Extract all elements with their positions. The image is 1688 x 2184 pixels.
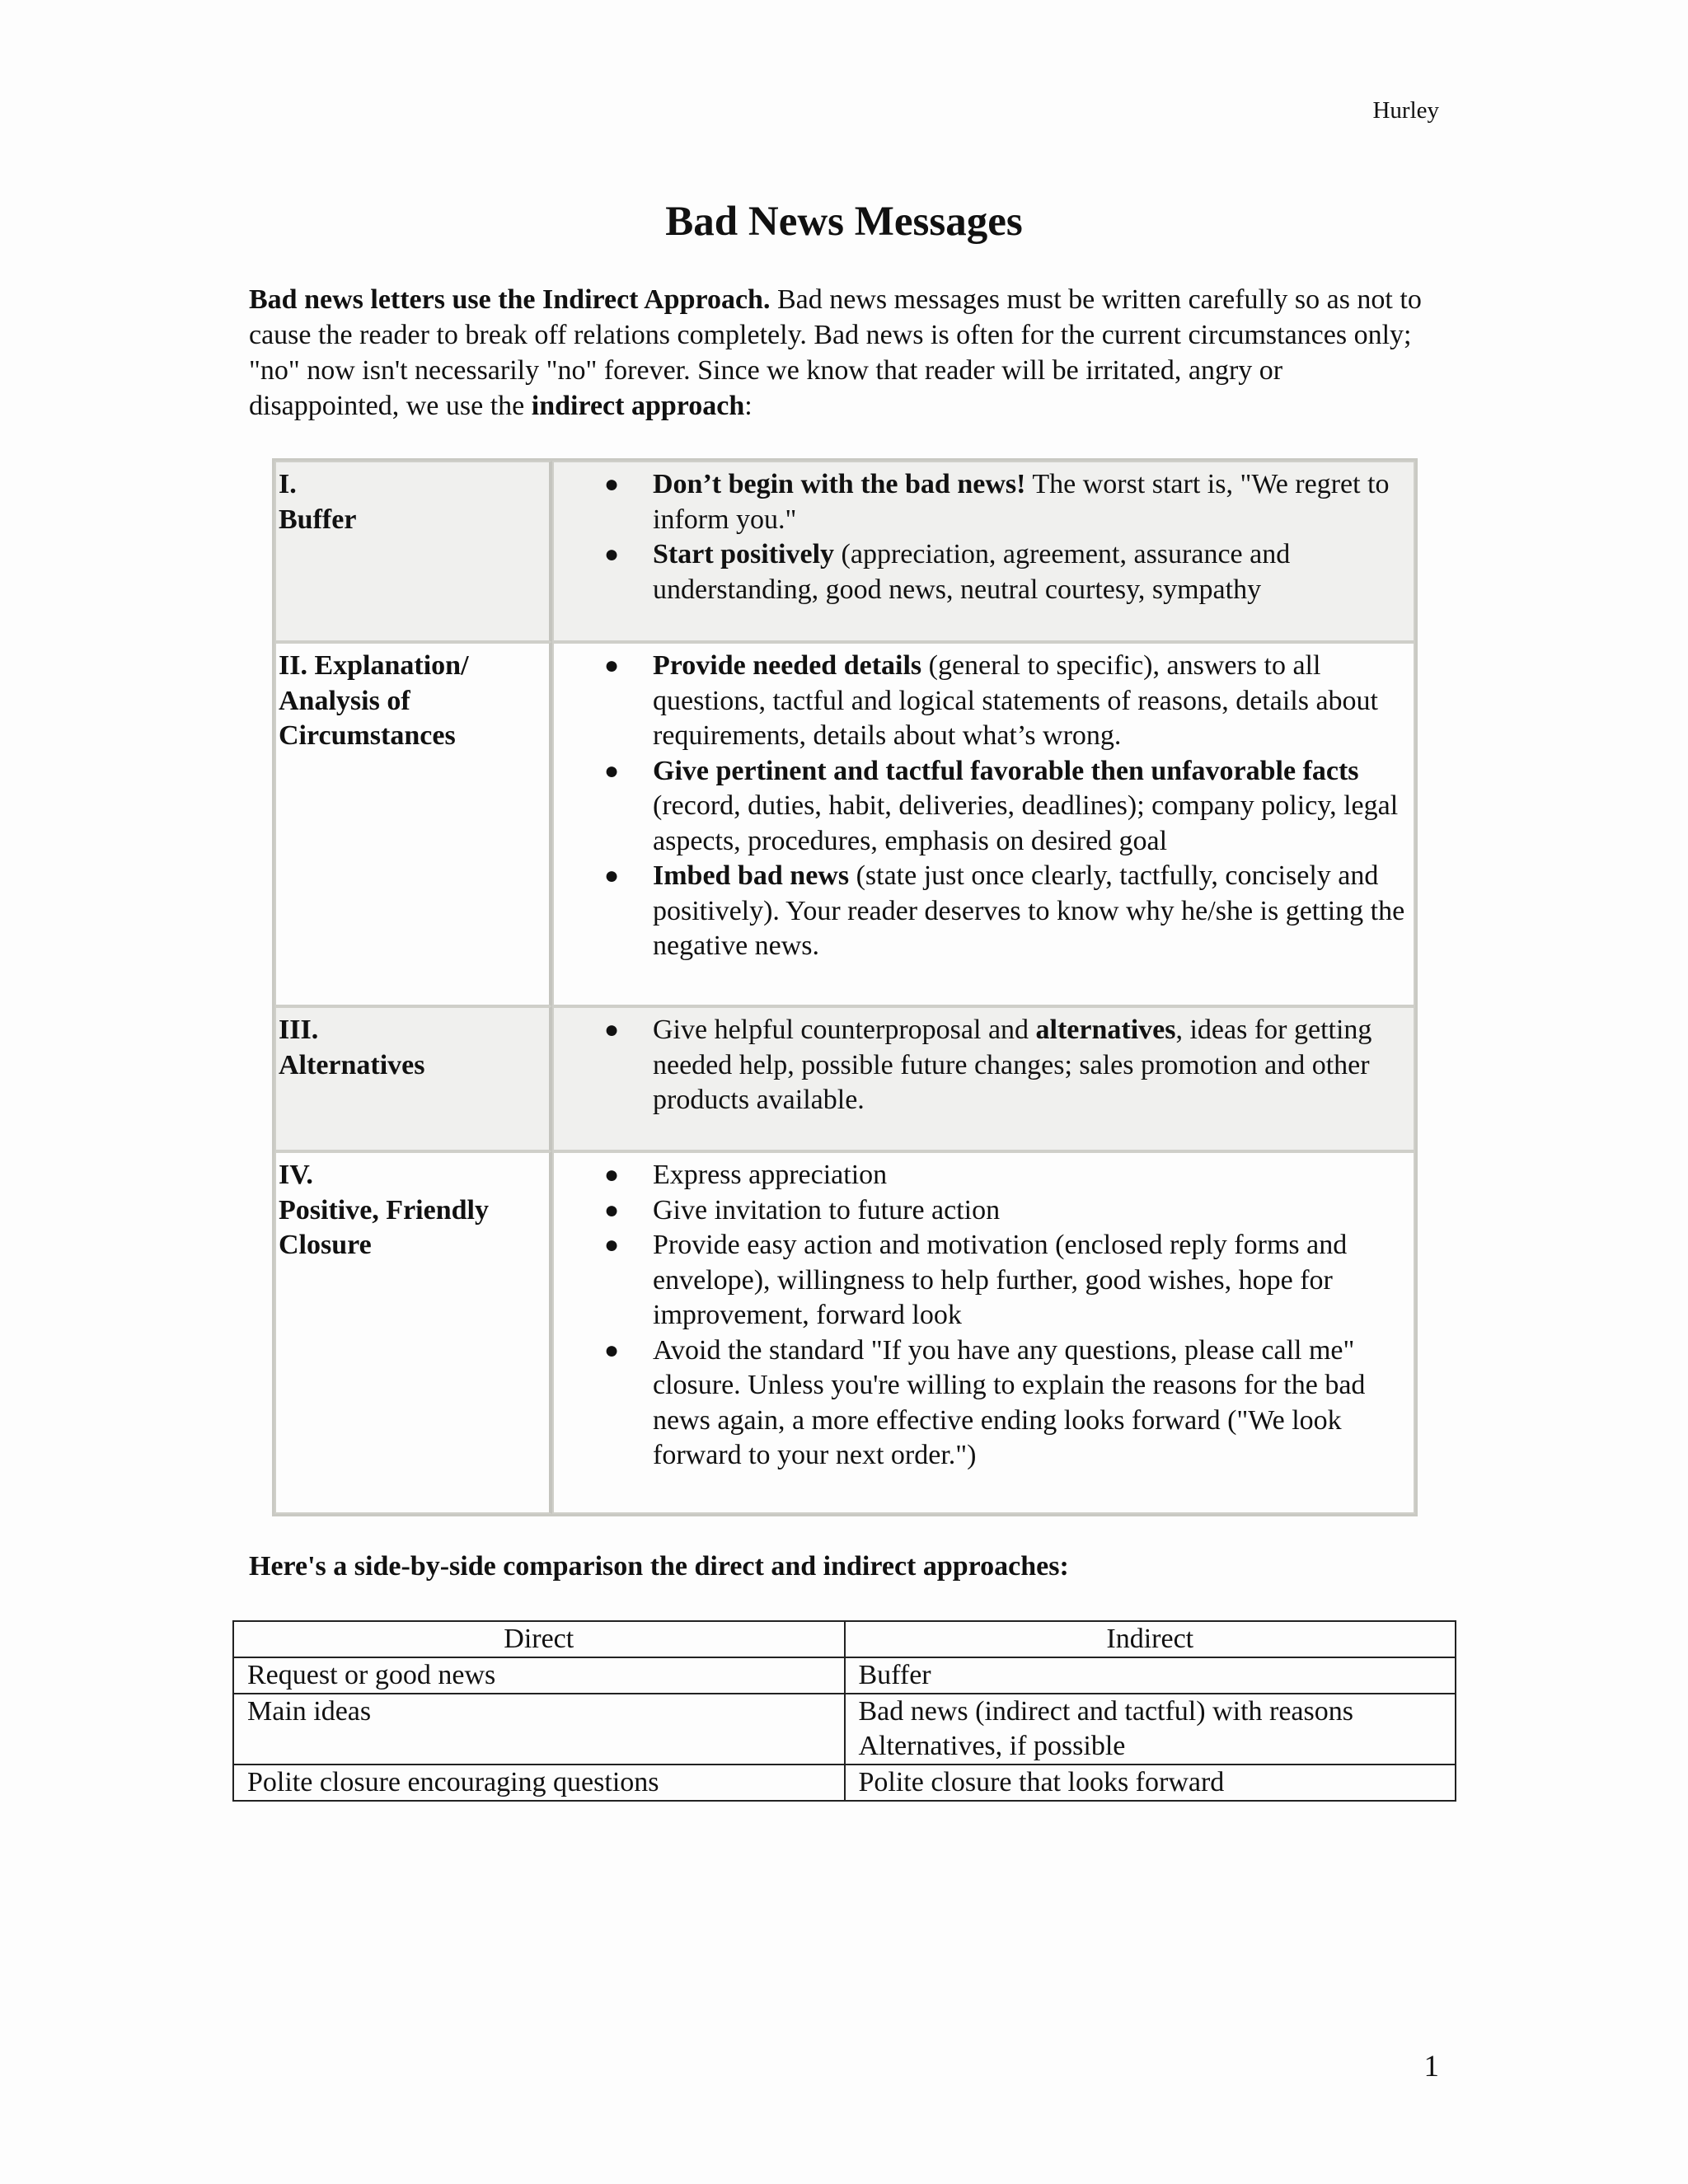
list-item <box>556 1013 1412 1118</box>
cell-line: Alternatives, if possible <box>858 1731 1126 1761</box>
table-row <box>233 1694 1456 1765</box>
step-row-buffer <box>274 461 1415 642</box>
step-numeral: I. <box>279 469 297 499</box>
bullet-bold: Provide needed details <box>653 650 922 681</box>
bullet-bold: Give pertinent and tactful favorable then unfavorable facts <box>653 755 1359 786</box>
bullet-dot-icon: ● <box>604 862 620 889</box>
step-content-cell <box>552 1006 1415 1151</box>
step-label: Positive, Friendly Closure <box>279 1194 489 1260</box>
step-content-cell <box>552 1151 1415 1514</box>
step-label-cell <box>274 461 552 642</box>
bullet-dot-icon: ● <box>604 1231 620 1258</box>
step-label: Buffer <box>279 504 357 535</box>
intro-approach: indirect approach <box>531 391 745 421</box>
step-label-cell <box>274 642 552 1006</box>
intro-end: : <box>744 391 753 421</box>
bullet-bold: Imbed bad news <box>653 860 850 891</box>
bullet-text: Provide easy action and motivation (enclosed reply forms and envelope), willingness to help further, good wishes, hope for improvement, forward look <box>653 1230 1348 1330</box>
step-label-cell <box>274 1006 552 1151</box>
bullet-text: Avoid the standard "If you have any questions, please call me" closure. Unless you're willing to explain the reasons for the bad news again, a more effective ending looks forward ("We look forward to your next order.") <box>653 1334 1366 1470</box>
intro-lead: Bad news letters use the Indirect Approach. <box>249 284 771 315</box>
bullet-text: Give invitation to future action <box>653 1194 1001 1226</box>
list-item <box>556 1193 1412 1229</box>
step-label: Alternatives <box>279 1049 425 1080</box>
bullet-text: Give helpful counterproposal and <box>653 1015 1036 1045</box>
table-cell: Request or good news <box>233 1657 845 1694</box>
column-header-direct: Direct <box>233 1621 845 1657</box>
intro-text: Bad news messages must be written carefully so as not to cause the reader to break off relations completely. Bad news is often for the current circumstances only; "no" now isn't necessarily "no" forever. Since we know that reader will be irritated, angry or disappointed, we use the <box>249 284 1422 421</box>
list-item <box>556 467 1412 537</box>
step-numeral: III. <box>279 1015 319 1045</box>
bullet-bold: Start positively <box>653 539 835 569</box>
table-header-row <box>233 1621 1456 1657</box>
bullet-dot-icon: ● <box>604 541 620 568</box>
bullet-text: (general to specific), answers to all questions, tactful and logical statements of reasons, details about requirements, details about what’s wrong. <box>653 650 1378 751</box>
bullet-text: (appreciation, agreement, assurance and understanding, good news, neutral courtesy, sympathy <box>653 539 1291 605</box>
step-numeral: IV. <box>279 1160 313 1190</box>
list-item <box>556 1333 1412 1474</box>
table-cell <box>845 1694 1456 1765</box>
bullet-text: (state just once clearly, tactfully, concisely and positively). Your reader deserves to know why he/she is getting the negative news. <box>653 860 1405 961</box>
list-item <box>556 649 1412 754</box>
table-row <box>233 1765 1456 1801</box>
comparison-heading: Here's a side-by-side comparison the direct and indirect approaches: <box>249 1551 1069 1582</box>
bullet-text: (record, duties, habit, deliveries, deadlines); company policy, legal aspects, procedures, emphasis on desired goal <box>653 790 1399 856</box>
list-item <box>556 859 1412 964</box>
bullet-dot-icon: ● <box>604 471 620 498</box>
cell-line: Bad news (indirect and tactful) with reasons <box>858 1696 1353 1727</box>
bullet-bold: alternatives <box>1035 1015 1176 1045</box>
list-item <box>556 537 1412 607</box>
bullet-text: The worst start is, "We regret to inform you." <box>653 469 1390 535</box>
step-content-cell <box>552 642 1415 1006</box>
step-row-alternatives <box>274 1006 1415 1151</box>
table-cell: Polite closure encouraging questions <box>233 1765 845 1801</box>
bullet-dot-icon: ● <box>604 1016 620 1043</box>
bullet-text: Express appreciation <box>653 1160 888 1190</box>
step-label: Analysis of Circumstances <box>279 685 456 751</box>
list-item <box>556 1158 1412 1193</box>
list-item <box>556 1228 1412 1333</box>
step-row-closure <box>274 1151 1415 1514</box>
bullet-dot-icon: ● <box>604 1161 620 1188</box>
table-cell: Main ideas <box>233 1694 845 1765</box>
table-cell: Polite closure that looks forward <box>845 1765 1456 1801</box>
bullet-dot-icon: ● <box>604 757 620 785</box>
page-title: Bad News Messages <box>665 199 1023 245</box>
step-label-cell <box>274 1151 552 1514</box>
bullet-dot-icon: ● <box>604 1336 620 1364</box>
bad-news-steps-table <box>272 458 1418 1516</box>
list-item <box>556 754 1412 860</box>
bullet-dot-icon: ● <box>604 1196 620 1224</box>
bullet-dot-icon: ● <box>604 652 620 679</box>
step-content-cell <box>552 461 1415 642</box>
table-row <box>233 1657 1456 1694</box>
step-numeral: II. Explanation/ <box>279 650 469 681</box>
comparison-table <box>232 1620 1456 1802</box>
bullet-bold: Don’t begin with the bad news! <box>653 469 1026 499</box>
bullet-text: , ideas for getting needed help, possible future changes; sales promotion and other products available. <box>653 1015 1372 1115</box>
table-cell: Buffer <box>845 1657 1456 1694</box>
step-row-explanation <box>274 642 1415 1006</box>
intro-paragraph <box>249 282 1436 424</box>
page-number: 1 <box>1423 2050 1439 2083</box>
header-author: Hurley <box>1372 97 1439 124</box>
column-header-indirect: Indirect <box>845 1621 1456 1657</box>
